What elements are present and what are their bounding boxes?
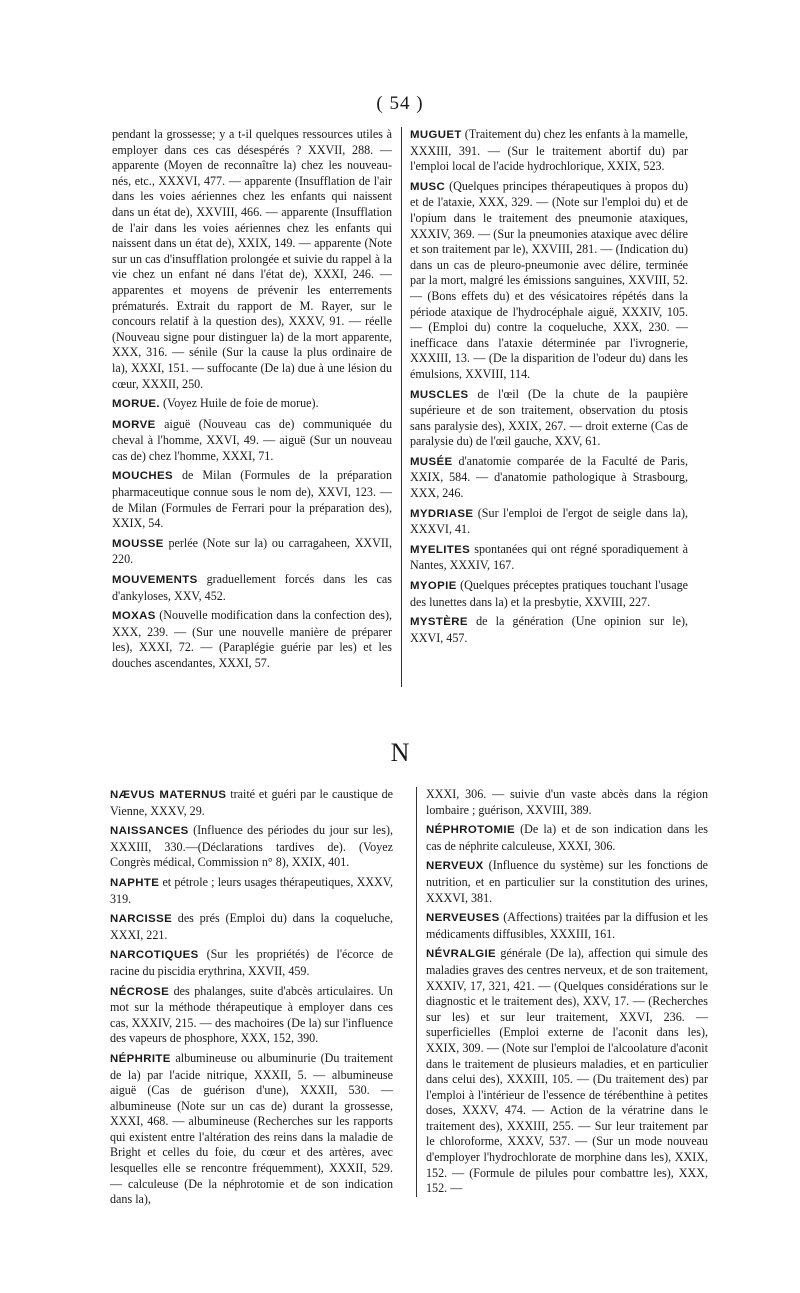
entry-headword: MORVE <box>112 418 156 431</box>
index-entry <box>410 614 688 646</box>
entry-headword: MUSÉE <box>410 455 453 468</box>
entry-headword: MOUSSE <box>112 537 164 550</box>
page-number: ( 54 ) <box>376 93 424 114</box>
entry-headword: MORUE. <box>112 398 160 411</box>
index-entry <box>110 911 393 943</box>
entry-headword: NARCOTIQUES <box>110 949 199 962</box>
column-divider-top <box>401 127 402 687</box>
entry-text: (Sur les propriétés) de l'écorce de racine du piscidia erythrina, XXVII, 459. <box>110 947 393 978</box>
entry-headword: NÉPHRITE <box>110 1052 171 1065</box>
section-letter: N <box>390 738 410 767</box>
entry-text: (Traitement du) chez les enfants à la mamelle, XXXIII, 391. — (Sur le traitement abortif du) par l'emploi local de l'acide hydrochlorique, XXIX, 523. <box>410 127 688 174</box>
index-entry <box>112 572 392 604</box>
index-entry <box>426 858 708 906</box>
entry-headword: MOUCHES <box>112 470 174 483</box>
index-entry <box>426 946 708 1197</box>
entry-text: (Quelques principes thérapeutiques à propos du) et de l'ataxie, XXX, 329. — (Note sur l'emploi du) et de l'opium dans le traitement des pneumonie ataxiques, XXXIV, 369. — (Sur la pneumonies ataxique avec délire et son traitement par le), XXVIII, 281. — (Indication du) dans un cas de pleuro-pneumonie avec délire, terminée par la mort, malgré les émissions sanguines, XXVIII, 52. — (Bons effets du) et des vésicatoires répétés dans la période ataxique de l'hydrocéphale aiguë, XXXIV, 105. — (Emploi du) contre la coqueluche, XXX, 230. — inefficace dans l'ataxie déterminée par l'ivrognerie, XXXIII, 13. — (De la disparition de l'odeur du) dans les émulsions, XXVIII, 114. <box>410 178 688 381</box>
entry-text: aiguë (Nouveau cas de) communiquée du cheval à l'homme, XXVI, 49. — aiguë (Sur un nouveau cas de) chez l'homme, XXXI, 71. <box>112 416 392 463</box>
entry-text: (Influence des périodes du jour sur les), XXXIII, 330.—(Déclarations tardives de). (Voyez Congrès médical, Commission n° 8), XXIX, 401. <box>110 823 393 870</box>
entry-headword: MUSCLES <box>410 388 469 401</box>
index-entry <box>410 387 688 450</box>
entry-headword: NÉCROSE <box>110 985 170 998</box>
index-entry <box>410 127 688 175</box>
entry-headword: MYELITES <box>410 543 471 556</box>
entry-text: spontanées qui ont régné sporadiquement à Nantes, XXXIV, 167. <box>410 541 688 573</box>
entry-headword: MYDRIASE <box>410 507 474 520</box>
index-entry <box>426 822 708 854</box>
entry-text: (Voyez Huile de foie de morue). <box>163 396 319 411</box>
entry-text: générale (De la), affection qui simule des maladies graves des centres nerveux, et de son traitement, XXXIV, 17, 321, 421. — (Quelques considérations sur le diagnostic et le traitement des), XXV, 17. — (Recherches sur les) et sur leur traitement, XXVI, 236. — superficielles (Emploi externe de l'aconit dans les), XXIX, 309. — (Note sur l'emploi de l'alcoolature d'aconit dans le traitement de plusieurs maladies, et en particulier dans celui des), XXXIII, 105. — (Du traitement des) par l'emploi à l'intérieur de l'essence de térébenthine à petites doses, XXXV, 474. — Action de la vératrine dans le traitement des), XXXIII, 255. — Sur leur traitement par le chloroforme, XXXV, 537. — (Sur un mode nouveau d'employer l'hydrochlorate de morphine dans les), XXIX, 152. — (Formule de pilules pour combattre les), XXX, 152. — <box>426 946 708 1196</box>
index-entry <box>112 127 392 392</box>
entry-headword: MOUVEMENTS <box>112 574 198 587</box>
index-entry <box>110 984 393 1047</box>
index-entry <box>410 179 688 383</box>
entry-headword: MOXAS <box>112 610 156 623</box>
entry-text: (Affections) traitées par la diffusion et les médicaments diffusibles, XXXIII, 161. <box>426 910 708 941</box>
entry-headword: NÆVUS MATERNUS <box>110 789 227 801</box>
index-entry <box>110 875 393 907</box>
entry-text: (Influence du système) sur les fonctions de nutrition, et en particulier sur la constitution des urines, XXXVI, 381. <box>426 858 708 905</box>
index-entry <box>112 417 392 465</box>
column-top-left <box>112 127 392 676</box>
entry-headword: MYSTÈRE <box>410 616 468 629</box>
index-entry <box>410 542 688 574</box>
index-entry <box>426 910 708 942</box>
entry-text: albumineuse ou albuminurie (Du traitement de la) par l'acide nitrique, XXXII, 5. — albumineuse aiguë (Cas de guérison d'une), XXXII, 530. — albumineuse (Note sur un cas de) durant la grossesse, XXXI, 468. — albumineuse (Recherches sur les rapports qui existent entre l'altération des reins dans la maladie de Bright et celles du foie, du cœur et des artères, avec lesquelles elle se rencontre fréquemment), XXXII, 529. — calculeuse (De la néphrotomie et de son indication dans la), <box>110 1050 393 1207</box>
index-entry <box>110 823 393 871</box>
entry-headword: NÉPHROTOMIE <box>426 824 515 837</box>
index-entry <box>410 506 688 538</box>
column-bottom-right <box>426 787 708 1201</box>
index-entry <box>112 536 392 568</box>
index-entry <box>112 468 392 531</box>
entry-text: (De la) et de son indication dans les cas de néphrite calculeuse, XXXI, 306. <box>426 822 708 853</box>
entry-text: de l'œil (De la chute de la paupière supérieure et de son traitement, observation du ptosis sans paralysie des), XXIX, 267. — droit externe (Cas de paralysie du) de l'œil gauche, XXV, 61. <box>410 386 688 449</box>
entry-headword: NÉVRALGIE <box>426 948 497 961</box>
entry-text: (Sur l'emploi de l'ergot de seigle dans la), XXXVI, 41. <box>410 505 688 537</box>
entry-headword: NERVEUSES <box>426 912 500 925</box>
entry-headword: MUSC <box>410 180 446 193</box>
entry-text: pendant la grossesse; y a t-il quelques ressources utiles à employer dans ces cas désespérés ? XXVII, 288. — apparente (Moyen de reconnaître la) chez les nouveau-nés, etc., XXXVI, 477. — apparente (Insufflation de l'air dans les voies aériennes chez les enfants qui naissent dans un état de), XXVIII, 466. — apparente (Insufflation de l'air dans les voies aériennes chez les enfants qui naissent dans un état de), XXIX, 149. — apparente (Note sur un cas d'insufflation prolongée et suivie du rappel à la vie chez un enfant né dans l'état de), XXXI, 246. — apparentes et moyens de prévenir les enterrements prématurés. Extrait du rapport de M. Rayer, sur le concours relatif à la question des), XXXV, 91. — réelle (Nouveau signe pour distinguer la) de la mort apparente, XXX, 316. — sénile (Sur la cause la plus ordinaire de la), XXXI, 151. — suffocante (De la) due à une lésion du cœur, XXXII, 250. <box>112 127 392 391</box>
entry-text: traité et guéri par le caustique de Vienne, XXXV, 29. <box>110 787 393 818</box>
entry-headword: MYOPIE <box>410 580 457 593</box>
entry-text: (Quelques préceptes pratiques touchant l'usage des lunettes dans la) et la presbytie, XXVIII, 227. <box>410 578 688 609</box>
index-entry <box>112 608 392 671</box>
column-divider-bottom <box>416 787 417 1197</box>
entry-headword: NARCISSE <box>110 913 173 926</box>
entry-text: des phalanges, suite d'abcès articulaires. Un mot sur la méthode thérapeutique à employer dans ces cas, XXXIV, 215. — des machoires (De la) sur l'influence des vapeurs de phosphore, XXX, 152, 390. <box>110 983 393 1046</box>
index-entry <box>110 947 393 979</box>
entry-headword: NAISSANCES <box>110 825 189 838</box>
entry-text: graduellement forcés dans les cas d'ankyloses, XXV, 452. <box>112 572 392 603</box>
index-entry <box>410 578 688 610</box>
column-bottom-left <box>110 787 393 1212</box>
entry-text: de Milan (Formules de la préparation pharmaceutique connue sous le nom de), XXVI, 123. — de Milan (Formules de Ferrari pour la préparation des), XXIX, 54. <box>112 468 393 531</box>
entry-text: des prés (Emploi du) dans la coqueluche, XXXI, 221. <box>110 911 393 942</box>
index-entry <box>112 396 392 413</box>
entry-text: de la génération (Une opinion sur le), XXVI, 457. <box>410 614 688 645</box>
entry-headword: MUGUET <box>410 129 462 141</box>
entry-text: XXXI, 306. — suivie d'un vaste abcès dans la région lombaire ; guérison, XXVIII, 389. <box>426 787 708 817</box>
entry-text: perlée (Note sur la) ou carragaheen, XXVII, 220. <box>112 535 392 567</box>
index-entry <box>410 454 688 502</box>
entry-text: d'anatomie comparée de la Faculté de Paris, XXIX, 584. — d'anatomie pathologique à Strasbourg, XXX, 246. <box>410 453 688 501</box>
entry-text: (Nouvelle modification dans la confection des), XXX, 239. — (Sur une nouvelle manière de préparer les), XXXI, 72. — (Paraplégie guérie par les) et les douches ascendantes, XXXI, 57. <box>112 608 392 670</box>
index-entry <box>110 787 393 819</box>
column-top-right <box>410 127 688 650</box>
entry-headword: NAPHTE <box>110 876 160 889</box>
index-entry <box>110 1051 393 1208</box>
entry-headword: NERVEUX <box>426 860 484 873</box>
entry-text: et pétrole ; leurs usages thérapeutiques, XXXV, 319. <box>110 874 393 906</box>
index-entry <box>426 787 708 818</box>
